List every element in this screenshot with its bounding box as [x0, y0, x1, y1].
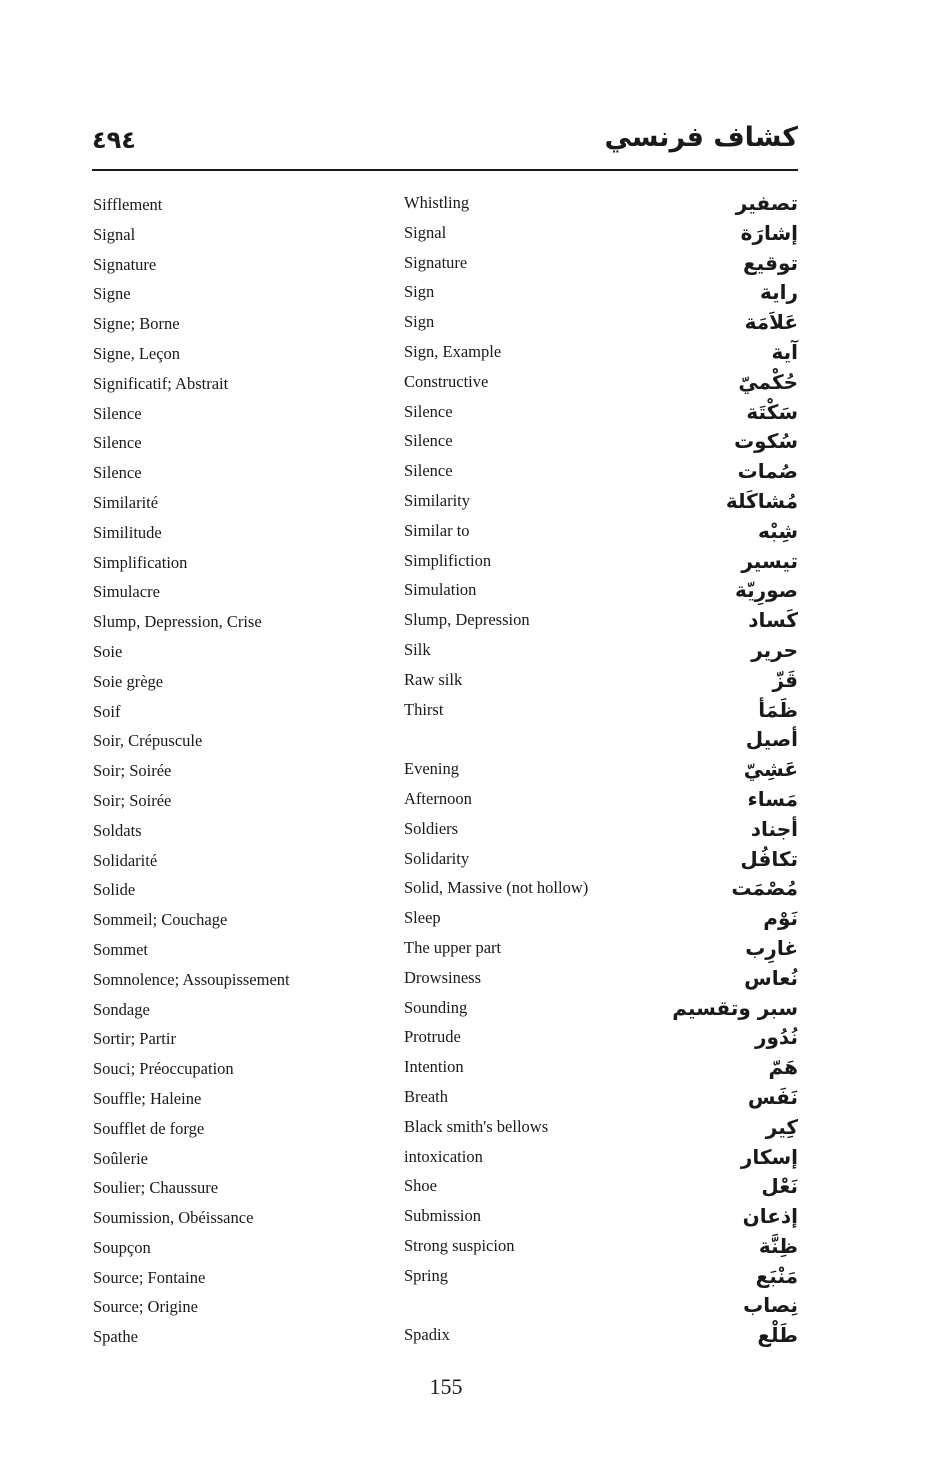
arabic-term: كَساد: [748, 608, 798, 633]
arabic-term: تصفير: [735, 191, 798, 215]
english-term: Slump, Depression: [404, 610, 530, 630]
glossary-entry: [0, 727, 944, 757]
french-term: Soie grège: [93, 671, 164, 691]
arabic-term: كِير: [765, 1114, 798, 1139]
glossary-entry: [0, 817, 944, 847]
english-term: Silk: [404, 639, 431, 659]
arabic-term: نَعْل: [761, 1174, 798, 1199]
glossary-entry: [0, 996, 944, 1026]
french-term: Souffle; Haleine: [93, 1088, 202, 1108]
running-title: كشاف فرنسي: [604, 122, 798, 153]
arabic-term: توقيع: [743, 250, 798, 275]
english-term: Sign: [404, 282, 435, 302]
glossary-entry: [0, 578, 944, 608]
french-term: Similarité: [93, 492, 159, 512]
english-term: Soldiers: [404, 818, 459, 838]
english-term: Afternoon: [404, 788, 472, 808]
french-term: Sommeil; Couchage: [93, 910, 228, 930]
glossary-entries: [0, 191, 944, 1353]
english-term: Sleep: [404, 908, 441, 928]
english-term: Raw silk: [404, 669, 463, 689]
glossary-entry: [0, 1085, 944, 1115]
arabic-term: إذعان: [742, 1204, 798, 1229]
english-term: Simplifiction: [404, 550, 492, 570]
arabic-term: ظَمَأ: [758, 697, 798, 722]
arabic-term: عَلاَمَة: [744, 310, 798, 335]
glossary-entry: [0, 1115, 944, 1145]
glossary-entry: [0, 876, 944, 906]
french-term: Source; Origine: [93, 1297, 198, 1317]
french-term: Slump, Depression, Crise: [93, 612, 262, 632]
arabic-term: صورِيّة: [734, 578, 798, 603]
arabic-term: هَمّ: [768, 1055, 798, 1080]
english-term: Silence: [404, 461, 453, 481]
arabic-term: حرير: [751, 637, 798, 662]
glossary-entry: [0, 429, 944, 459]
page-number-arabic: ٤٩٤: [92, 126, 136, 154]
french-term: Simulacre: [93, 582, 160, 602]
glossary-entry: [0, 638, 944, 668]
arabic-term: طَلْع: [757, 1323, 798, 1348]
english-term: Solidarity: [404, 848, 470, 868]
english-term: Drowsiness: [404, 967, 481, 987]
english-term: Simulation: [404, 580, 477, 600]
english-term: Thirst: [404, 699, 444, 719]
english-term: Breath: [404, 1086, 448, 1106]
english-term: Solid, Massive (not hollow): [404, 878, 589, 898]
glossary-entry: [0, 668, 944, 698]
english-term: Shoe: [404, 1176, 437, 1196]
english-term: Strong suspicion: [404, 1235, 515, 1255]
english-term: The upper part: [404, 937, 502, 957]
glossary-entry: [0, 1323, 944, 1353]
arabic-term: آية: [771, 339, 798, 364]
french-term: Silence: [93, 463, 142, 483]
glossary-entry: [0, 489, 944, 519]
english-term: Submission: [404, 1206, 482, 1226]
french-term: Soulier; Chaussure: [93, 1178, 219, 1198]
glossary-entry: [0, 221, 944, 251]
english-term: Spring: [404, 1265, 449, 1285]
arabic-term: مَساء: [747, 786, 798, 811]
french-term: Soir; Soirée: [93, 790, 172, 810]
glossary-entry: [0, 340, 944, 370]
french-term: Soir, Crépuscule: [93, 731, 203, 751]
english-term: Signal: [404, 222, 447, 242]
arabic-term: نُعاس: [744, 965, 798, 990]
glossary-entry: [0, 608, 944, 638]
glossary-entry: [0, 936, 944, 966]
arabic-term: إشارَة: [740, 220, 798, 245]
glossary-entry: [0, 400, 944, 430]
french-term: Signe; Borne: [93, 314, 180, 334]
french-term: Somnolence; Assoupissement: [93, 969, 290, 989]
english-term: Silence: [404, 401, 453, 421]
french-term: Signe: [93, 284, 131, 304]
arabic-term: أجناد: [750, 816, 798, 841]
french-term: Silence: [93, 403, 142, 423]
arabic-term: مُشاكَلة: [725, 488, 798, 513]
glossary-entry: [0, 1204, 944, 1234]
french-term: Soie: [93, 641, 123, 661]
glossary-entry: [0, 757, 944, 787]
glossary-entry: [0, 1174, 944, 1204]
french-term: Spathe: [93, 1327, 138, 1347]
arabic-term: تكافُل: [740, 846, 798, 871]
header-rule: [92, 169, 798, 171]
glossary-entry: [0, 847, 944, 877]
arabic-term: حُكْميّ: [738, 369, 798, 394]
arabic-term: قَزّ: [772, 667, 798, 692]
glossary-entry: [0, 370, 944, 400]
glossary-entry: [0, 549, 944, 579]
glossary-entry: [0, 310, 944, 340]
english-term: Similar to: [404, 520, 470, 540]
arabic-term: عَشِيّ: [743, 757, 798, 782]
english-term: Evening: [404, 759, 459, 779]
arabic-term: نِصاب: [743, 1293, 798, 1318]
french-term: Soumission, Obéissance: [93, 1208, 254, 1228]
arabic-term: أصيل: [745, 727, 798, 752]
glossary-entry: [0, 459, 944, 489]
english-term: Silence: [404, 431, 453, 451]
english-term: Black smith's bellows: [404, 1116, 549, 1136]
french-term: Solide: [93, 880, 136, 900]
arabic-term: إسكار: [740, 1144, 798, 1169]
arabic-term: راية: [759, 280, 798, 305]
french-term: Soldats: [93, 820, 142, 840]
english-term: Constructive: [404, 371, 489, 391]
glossary-entry: [0, 1264, 944, 1294]
arabic-term: تيسير: [741, 548, 798, 573]
arabic-term: سُكوت: [734, 429, 798, 454]
glossary-entry: [0, 1145, 944, 1175]
arabic-term: سَكْتَة: [746, 399, 798, 424]
french-term: Sifflement: [93, 195, 163, 214]
glossary-entry: [0, 787, 944, 817]
french-term: Sommet: [93, 939, 149, 959]
glossary-entry: [0, 906, 944, 936]
english-term: Sounding: [404, 997, 468, 1017]
arabic-term: نُدُور: [754, 1025, 798, 1050]
glossary-entry: [0, 280, 944, 310]
glossary-entry: [0, 519, 944, 549]
arabic-term: غارِب: [745, 935, 798, 960]
glossary-entry: [0, 1025, 944, 1055]
english-term: Protrude: [404, 1027, 461, 1047]
french-term: Sondage: [93, 999, 150, 1019]
french-term: Silence: [93, 433, 142, 453]
arabic-term: شِبْه: [758, 518, 798, 543]
french-term: Simplification: [93, 552, 188, 572]
french-term: Soif: [93, 701, 121, 721]
arabic-term: سبر وتقسيم: [672, 995, 798, 1020]
french-term: Signal: [93, 224, 136, 244]
english-term: Sign: [404, 312, 435, 332]
arabic-term: ظِنَّة: [758, 1233, 798, 1258]
arabic-term: صُمات: [737, 459, 798, 484]
french-term: Souci; Préoccupation: [93, 1059, 234, 1079]
glossary-entry: [0, 251, 944, 281]
arabic-term: نَوْم: [763, 906, 798, 931]
arabic-term: مَنْبَع: [755, 1263, 798, 1288]
arabic-term: نَفَس: [747, 1084, 798, 1109]
glossary-entry: [0, 698, 944, 728]
french-term: Signe, Leçon: [93, 343, 181, 363]
french-term: Significatif; Abstrait: [93, 373, 229, 393]
french-term: Similitude: [93, 522, 162, 542]
english-term: Signature: [404, 252, 468, 272]
english-term: Spadix: [404, 1325, 450, 1345]
english-term: Intention: [404, 1057, 464, 1077]
english-term: intoxication: [404, 1146, 483, 1166]
glossary-entry: [0, 966, 944, 996]
french-term: Sortir; Partir: [93, 1029, 176, 1049]
french-term: Soûlerie: [93, 1148, 148, 1168]
glossary-entry: [0, 1293, 944, 1323]
french-term: Solidarité: [93, 850, 158, 870]
arabic-term: مُصْمَت: [731, 876, 798, 901]
french-term: Soufflet de forge: [93, 1118, 205, 1138]
glossary-entry: [0, 1055, 944, 1085]
french-term: Signature: [93, 254, 157, 274]
french-term: Source; Fontaine: [93, 1267, 206, 1287]
glossary-entry: [0, 191, 944, 221]
french-term: Soir; Soirée: [93, 761, 172, 781]
french-term: Soupçon: [93, 1237, 151, 1257]
glossary-entry: [0, 1234, 944, 1264]
english-term: Similarity: [404, 490, 470, 510]
page-number: 155: [429, 1374, 463, 1399]
english-term: Whistling: [404, 193, 470, 212]
english-term: Sign, Example: [404, 341, 502, 361]
